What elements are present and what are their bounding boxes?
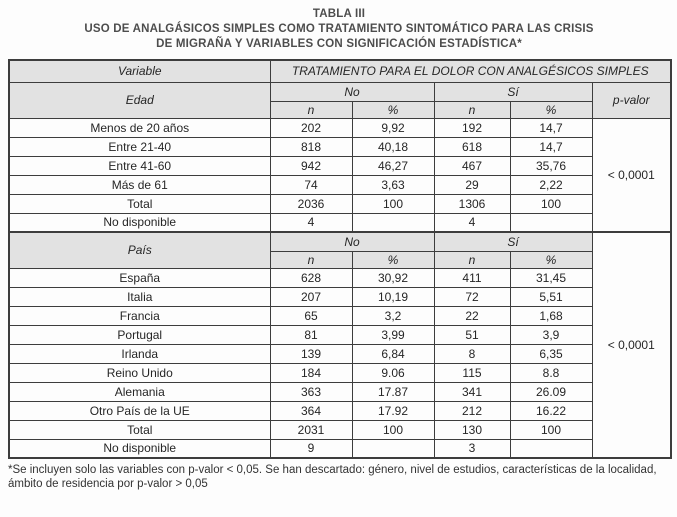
- no-pct-cell: 17.92: [352, 401, 434, 420]
- no-n-cell: 184: [270, 363, 352, 382]
- no-n-cell: 202: [270, 118, 352, 137]
- no-pct-cell: 6,84: [352, 344, 434, 363]
- table-footnote: *Se incluyen solo las variables con p-valor < 0,05. Se han descartado: género, nivel de estudios, características de la localidad, ámbito de residencia por p-valor > 0,05: [8, 464, 657, 490]
- si-n-cell: 4: [434, 213, 510, 232]
- table-row: [9, 420, 671, 439]
- no-pct-cell: 3,63: [352, 175, 434, 194]
- section-label-pais: País: [9, 232, 270, 268]
- row-label-cell: Otro País de la UE: [9, 401, 270, 420]
- si-pct-cell: 100: [510, 420, 592, 439]
- no-pct-cell: 9.06: [352, 363, 434, 382]
- table-row: [9, 382, 671, 401]
- n-header-edad-no: n: [270, 101, 352, 118]
- no-pct-cell: 100: [352, 194, 434, 213]
- table-row: [9, 118, 671, 137]
- row-label-cell: España: [9, 268, 270, 287]
- no-n-cell: 74: [270, 175, 352, 194]
- si-column-header-pais: Sí: [434, 232, 592, 251]
- si-pct-cell: 16.22: [510, 401, 592, 420]
- table-row: [9, 401, 671, 420]
- table-title-line-1: USO DE ANALGÁSICOS SIMPLES COMO TRATAMIENTO SINTOMÁTICO PARA LAS CRISIS: [84, 23, 594, 35]
- si-n-cell: 212: [434, 401, 510, 420]
- no-pct-cell: 46,27: [352, 156, 434, 175]
- row-label-cell: Más de 61: [9, 175, 270, 194]
- row-label-cell: Francia: [9, 306, 270, 325]
- table-row: [9, 213, 671, 232]
- no-n-cell: 4: [270, 213, 352, 232]
- pct-header-edad-si: %: [510, 101, 592, 118]
- no-n-cell: 65: [270, 306, 352, 325]
- row-label-cell: Italia: [9, 287, 270, 306]
- si-pct-cell: 31,45: [510, 268, 592, 287]
- no-pct-cell: 10,19: [352, 287, 434, 306]
- no-n-cell: 207: [270, 287, 352, 306]
- si-pct-cell: [510, 213, 592, 232]
- si-n-cell: 411: [434, 268, 510, 287]
- row-label-cell: Alemania: [9, 382, 270, 401]
- no-pct-cell: 3,2: [352, 306, 434, 325]
- si-n-cell: 29: [434, 175, 510, 194]
- si-n-cell: 8: [434, 344, 510, 363]
- si-pct-cell: 5,51: [510, 287, 592, 306]
- variable-header: Variable: [9, 60, 270, 82]
- table-title-block: [8, 7, 670, 52]
- row-label-cell: Irlanda: [9, 344, 270, 363]
- row-label-cell: Entre 41-60: [9, 156, 270, 175]
- no-pct-cell: 3,99: [352, 325, 434, 344]
- table-row: [9, 306, 671, 325]
- si-n-cell: 3: [434, 439, 510, 458]
- no-n-cell: 363: [270, 382, 352, 401]
- table-row: [9, 287, 671, 306]
- statistics-table: [8, 59, 672, 459]
- treatment-header: TRATAMIENTO PARA EL DOLOR CON ANALGÉSICOS SIMPLES: [270, 60, 671, 82]
- no-n-cell: 139: [270, 344, 352, 363]
- no-pct-cell: [352, 439, 434, 458]
- si-column-header-edad: Sí: [434, 82, 592, 101]
- n-header-pais-si: n: [434, 251, 510, 268]
- no-n-cell: 628: [270, 268, 352, 287]
- si-pct-cell: 14,7: [510, 118, 592, 137]
- row-label-cell: Total: [9, 194, 270, 213]
- pct-header-pais-no: %: [352, 251, 434, 268]
- si-n-cell: 72: [434, 287, 510, 306]
- pct-header-edad-no: %: [352, 101, 434, 118]
- si-pct-cell: [510, 439, 592, 458]
- no-pct-cell: 17.87: [352, 382, 434, 401]
- pct-header-pais-si: %: [510, 251, 592, 268]
- n-header-pais-no: n: [270, 251, 352, 268]
- si-pct-cell: 6,35: [510, 344, 592, 363]
- si-n-cell: 130: [434, 420, 510, 439]
- table-number: TABLA III: [312, 8, 366, 20]
- no-column-header-pais: No: [270, 232, 434, 251]
- table-row: [9, 175, 671, 194]
- si-pct-cell: 26.09: [510, 382, 592, 401]
- edad-header-row: [9, 82, 671, 101]
- no-n-cell: 9: [270, 439, 352, 458]
- no-pct-cell: 100: [352, 420, 434, 439]
- pais-header-row: [9, 232, 671, 251]
- si-pct-cell: 8.8: [510, 363, 592, 382]
- no-n-cell: 2036: [270, 194, 352, 213]
- si-pct-cell: 35,76: [510, 156, 592, 175]
- table-row: [9, 363, 671, 382]
- row-label-cell: Portugal: [9, 325, 270, 344]
- row-label-cell: Menos de 20 años: [9, 118, 270, 137]
- table-row: [9, 268, 671, 287]
- si-n-cell: 115: [434, 363, 510, 382]
- table-row: [9, 439, 671, 458]
- no-column-header-edad: No: [270, 82, 434, 101]
- si-n-cell: 22: [434, 306, 510, 325]
- row-label-cell: Reino Unido: [9, 363, 270, 382]
- no-n-cell: 2031: [270, 420, 352, 439]
- si-pct-cell: 2,22: [510, 175, 592, 194]
- header-row-top: [9, 60, 671, 82]
- no-pct-cell: 40,18: [352, 137, 434, 156]
- n-header-edad-si: n: [434, 101, 510, 118]
- row-label-cell: Entre 21-40: [9, 137, 270, 156]
- si-n-cell: 467: [434, 156, 510, 175]
- no-pct-cell: 30,92: [352, 268, 434, 287]
- si-n-cell: 192: [434, 118, 510, 137]
- p-value-cell-pais: < 0,0001: [592, 232, 671, 458]
- si-pct-cell: 3,9: [510, 325, 592, 344]
- si-pct-cell: 14,7: [510, 137, 592, 156]
- section-label-edad: Edad: [9, 82, 270, 118]
- no-n-cell: 818: [270, 137, 352, 156]
- no-n-cell: 942: [270, 156, 352, 175]
- si-pct-cell: 100: [510, 194, 592, 213]
- table-row: [9, 137, 671, 156]
- no-pct-cell: 9,92: [352, 118, 434, 137]
- table-title-line-2: DE MIGRAÑA Y VARIABLES CON SIGNIFICACIÓN ESTADÍSTICA*: [156, 38, 522, 50]
- table-row: [9, 344, 671, 363]
- si-n-cell: 341: [434, 382, 510, 401]
- row-label-cell: Total: [9, 420, 270, 439]
- pvalor-header: p-valor: [592, 82, 671, 118]
- no-n-cell: 81: [270, 325, 352, 344]
- row-label-cell: No disponible: [9, 439, 270, 458]
- si-n-cell: 618: [434, 137, 510, 156]
- no-n-cell: 364: [270, 401, 352, 420]
- table-row: [9, 156, 671, 175]
- table-row: [9, 194, 671, 213]
- si-n-cell: 1306: [434, 194, 510, 213]
- table-row: [9, 325, 671, 344]
- p-value-cell-edad: < 0,0001: [592, 118, 671, 232]
- si-pct-cell: 1,68: [510, 306, 592, 325]
- row-label-cell: No disponible: [9, 213, 270, 232]
- si-n-cell: 51: [434, 325, 510, 344]
- no-pct-cell: [352, 213, 434, 232]
